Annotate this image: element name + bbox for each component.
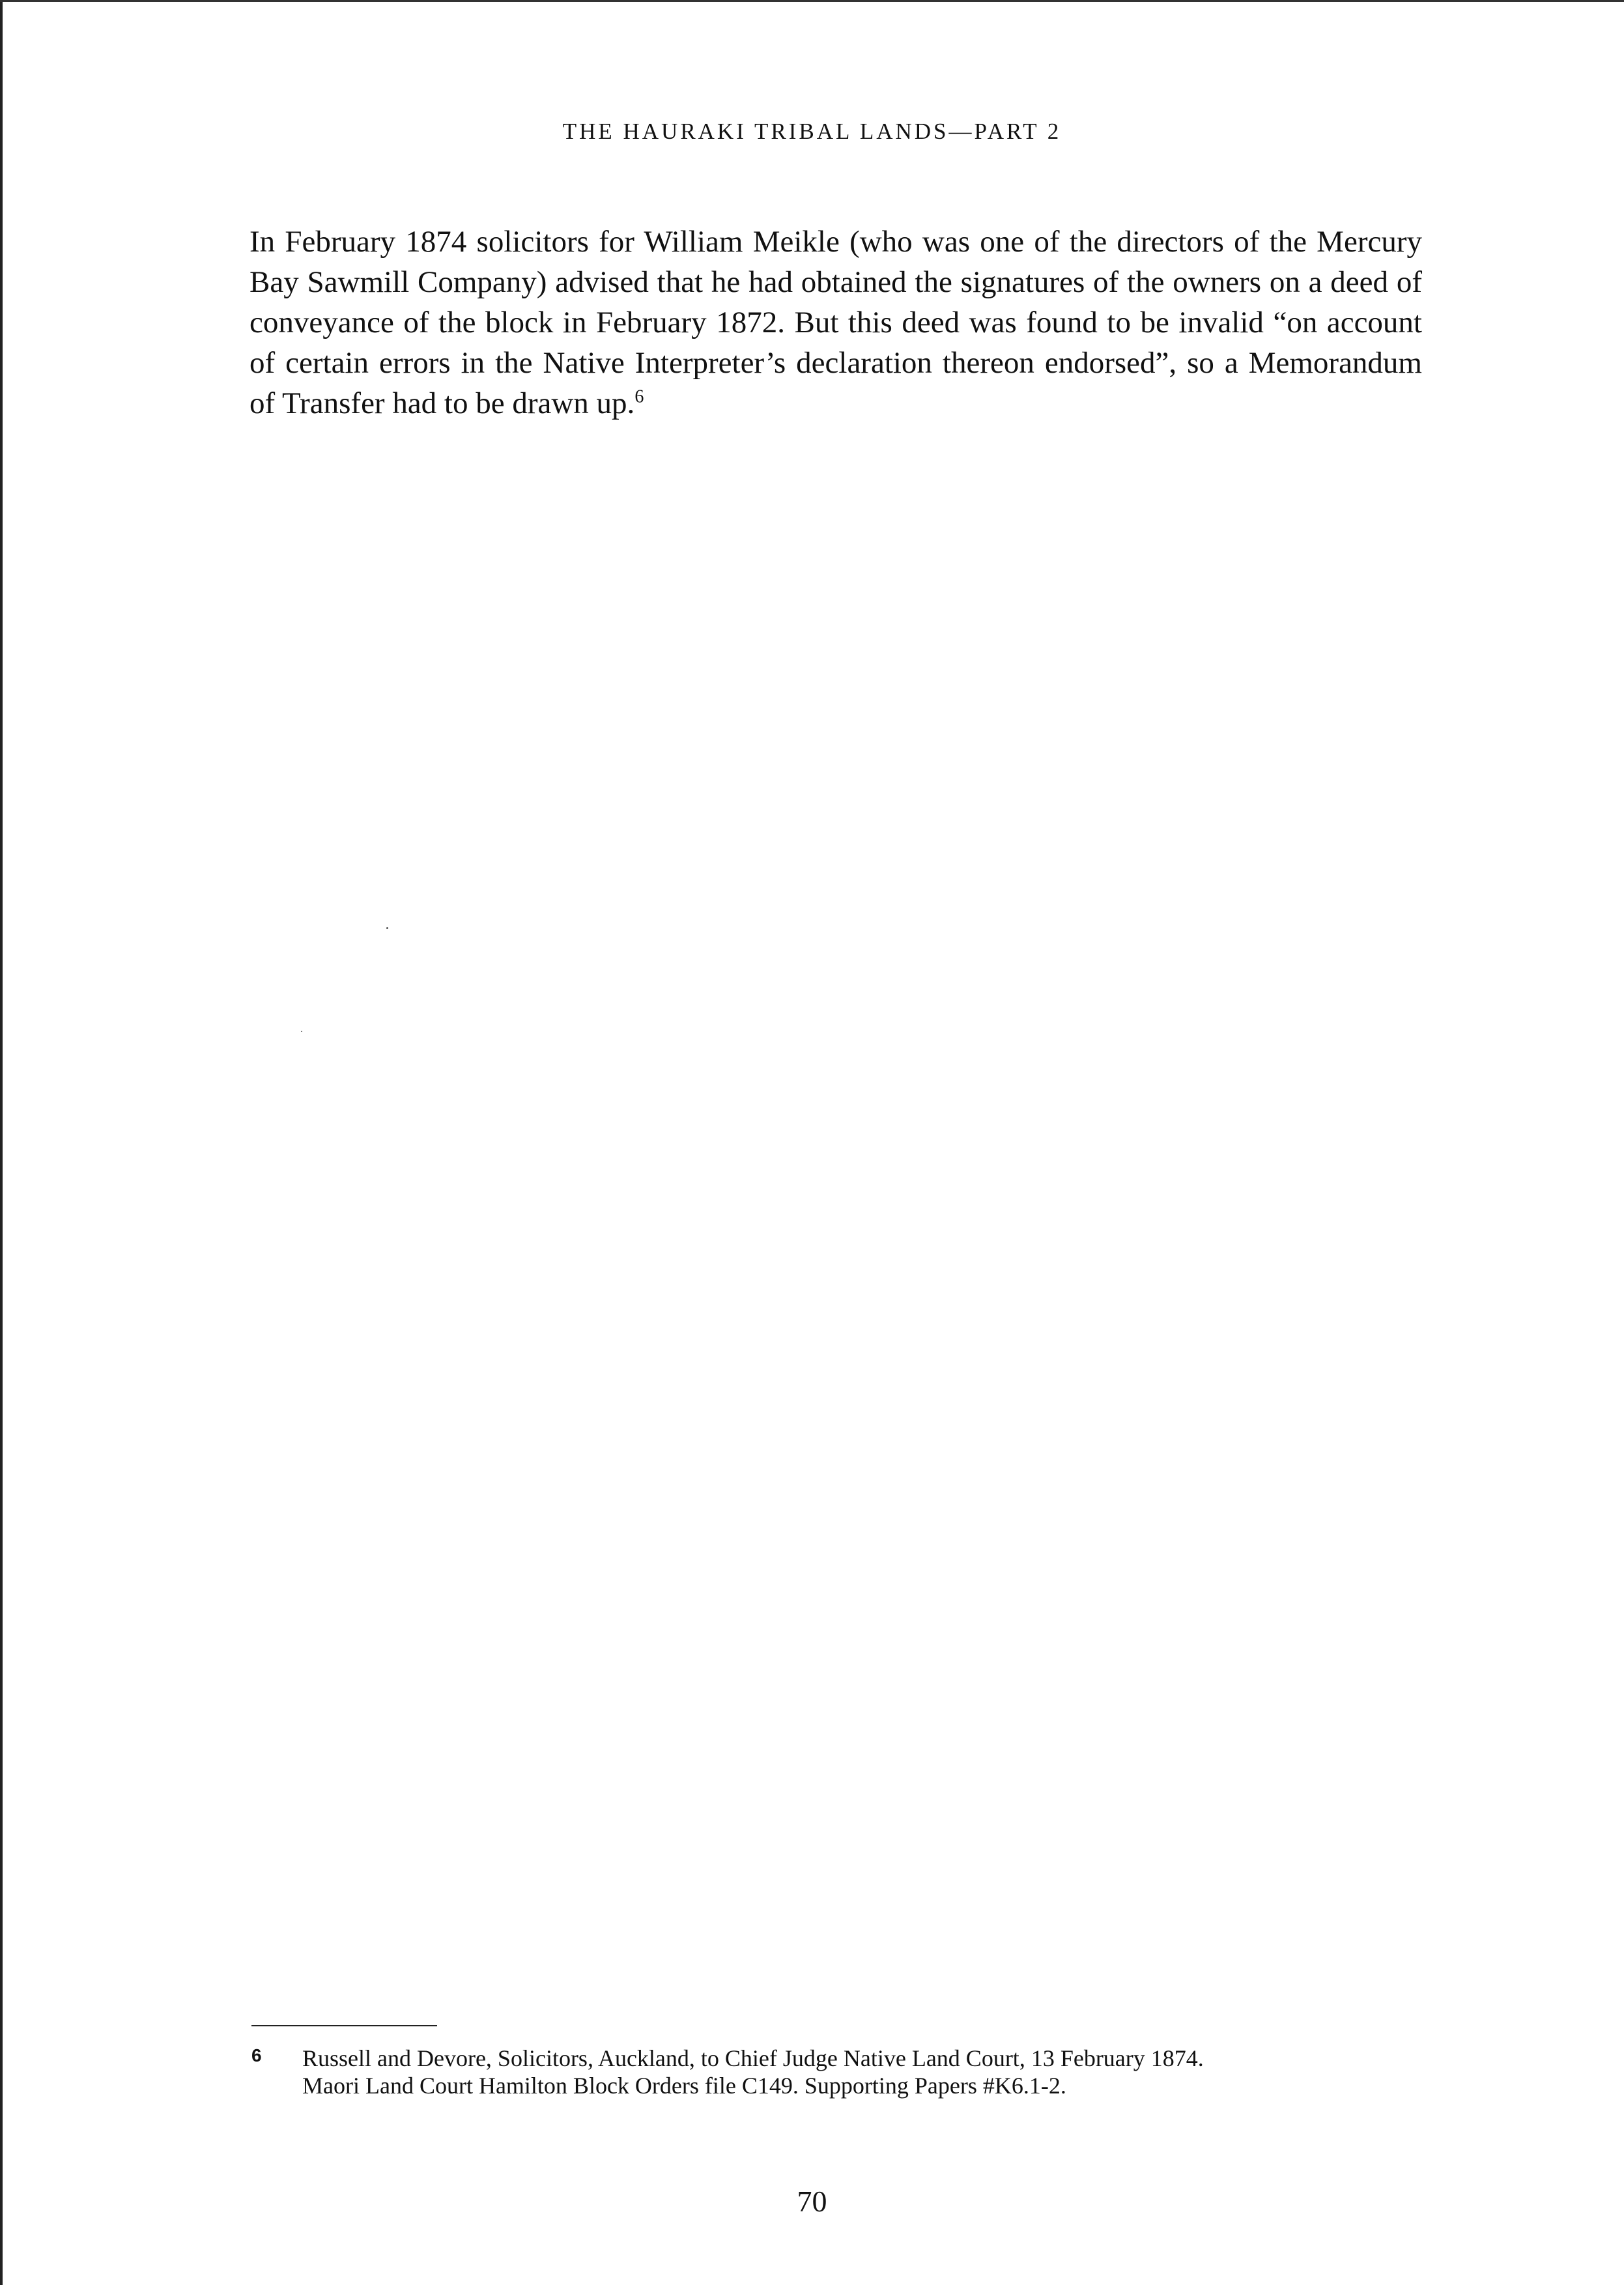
footnote-text <box>302 2045 1424 2099</box>
footnote-rule <box>251 2025 437 2026</box>
body-paragraph-text: In February 1874 solicitors for William Meikle (who was one of the directors of the Mercury Bay Sawmill Company) advised that he had obtained the signatures of the owners on a deed of conveyance of the block in February 1872. But this deed was found to be invalid “on account of certain errors in the Native Interpreter’s declaration thereon endorsed”, so a Memorandum of Transfer had to be drawn up. <box>249 225 1422 420</box>
running-head-part: PART 2 <box>974 119 1062 144</box>
running-head-separator: — <box>948 119 975 144</box>
page-edge-left <box>0 0 3 2285</box>
scan-speck <box>301 1031 302 1032</box>
running-head-title: THE HAURAKI TRIBAL LANDS <box>562 119 949 144</box>
page-number: 70 <box>797 2185 827 2218</box>
running-head <box>0 119 1624 145</box>
footnote-line-1: Russell and Devore, Solicitors, Auckland, to Chief Judge Native Land Court, 13 February 1874. <box>302 2045 1204 2071</box>
body-paragraph <box>249 222 1422 424</box>
page-edge-top <box>0 0 1624 2</box>
footnote <box>251 2045 1424 2099</box>
scan-speck <box>386 927 388 929</box>
footnote-number: 6 <box>251 2045 262 2065</box>
footnote-reference: 6 <box>634 386 644 407</box>
footnote-line-2: Maori Land Court Hamilton Block Orders file C149. Supporting Papers #K6.1-2. <box>302 2073 1066 2099</box>
